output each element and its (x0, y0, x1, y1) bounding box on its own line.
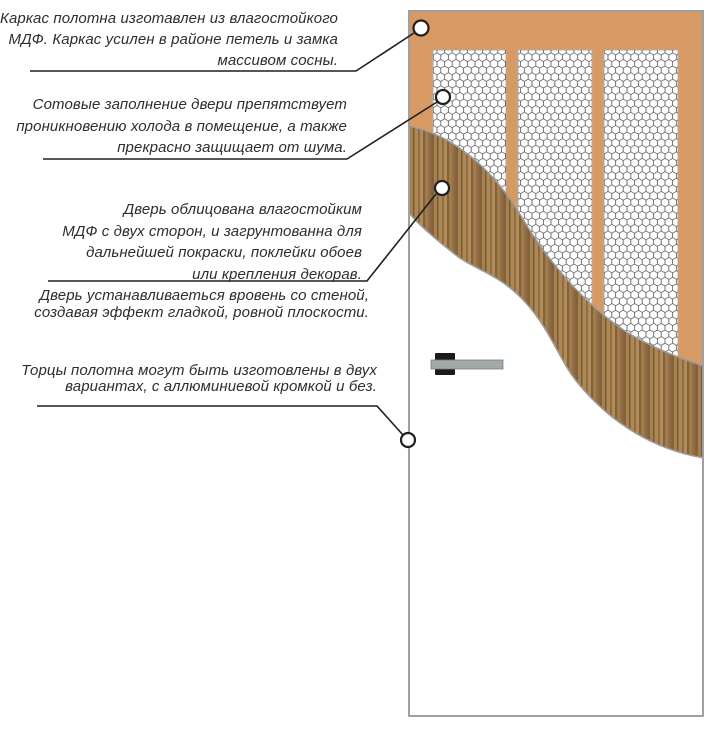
annotation-line: Сотовые заполнение двери препятствует (32, 96, 347, 113)
annotation-line: МДФ. Каркас усилен в районе петель и замка (8, 31, 338, 48)
annotation-facing-text (0, 199, 362, 285)
annotation-line: массивом сосны. (217, 52, 338, 69)
annotation-line: создавая эффект гладкой, ровной плоскости. (34, 304, 369, 321)
annotation-line: Дверь облицована влагостойким (123, 201, 362, 218)
annotation-edges-text (0, 363, 377, 395)
annotation-line: Дверь устанавливаеться вровень со стеной, (39, 287, 369, 304)
annotation-line: вариантах, с аллюминиевой кромкой и без. (65, 378, 377, 395)
annotation-honeycomb-text (0, 94, 347, 159)
annotation-line: или крепления декорав. (192, 265, 362, 283)
callout-circle-frame (414, 21, 429, 36)
annotation-line: дальнейшей покраски, поклейки обоев (86, 244, 362, 261)
handle-lever (431, 360, 503, 369)
callout-circle-edge (401, 433, 415, 447)
annotation-line: Каркас полотна изготавлен из влагостойкого (0, 10, 338, 27)
annotation-line: МДФ с двух сторон, и загрунтованна для (62, 222, 362, 240)
annotation-line: проникновению холода в помещение, а также (16, 117, 347, 135)
annotation-line: Торцы полотна могут быть изготовлены в двух (21, 362, 377, 379)
callout-circle-facing (435, 181, 449, 195)
annotation-line: прекрасно защищает от шума. (117, 139, 347, 156)
annotation-flush-mount-text (0, 287, 369, 321)
leader-line-edges (37, 406, 403, 435)
annotation-frame-text (0, 8, 338, 71)
callout-circle-honeycomb (436, 90, 450, 104)
